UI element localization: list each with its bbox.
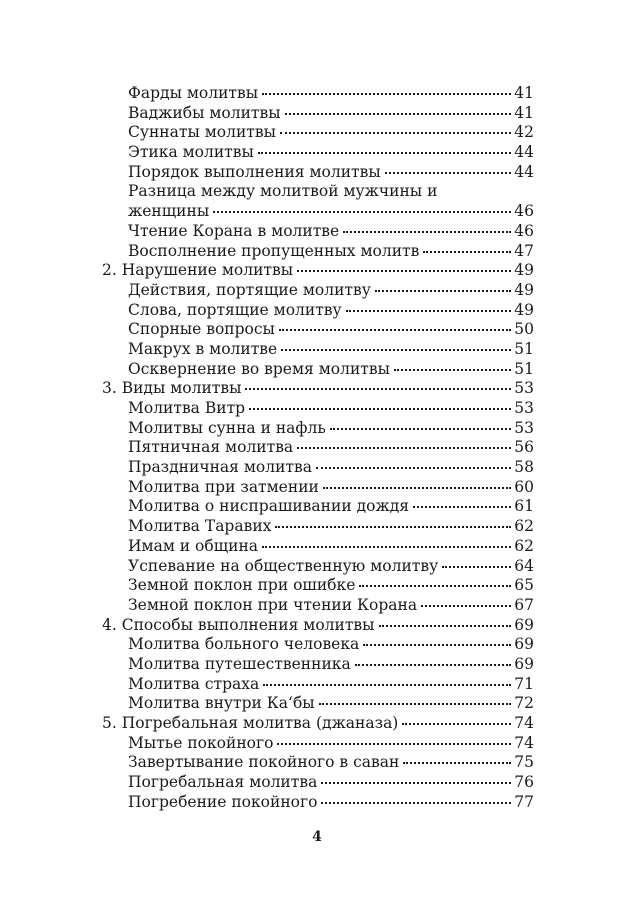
toc-entry-title: Имам и община	[128, 536, 259, 555]
toc-entry-title: Разница между молитвой мужчины и	[128, 182, 438, 201]
toc-entry-page: 74	[514, 733, 534, 752]
page-number: 4	[312, 829, 322, 845]
toc-entry	[102, 222, 534, 242]
toc-entry-title: 2. Нарушение молитвы	[102, 261, 294, 280]
toc-entry-page: 62	[514, 517, 534, 536]
toc-entry-page: 72	[514, 694, 534, 713]
toc-section	[102, 379, 534, 399]
dot-leader	[359, 585, 511, 587]
dot-leader	[343, 231, 511, 233]
toc-entry	[102, 104, 534, 124]
toc-entry-page: 41	[514, 84, 534, 102]
toc-entry-page: 42	[514, 123, 534, 142]
toc-entry	[102, 655, 534, 675]
toc-entry	[102, 478, 534, 498]
toc-entry-page: 51	[514, 359, 534, 378]
toc-entry-page: 49	[514, 300, 534, 319]
toc-entry-title: Молитва путешественника	[128, 654, 351, 673]
toc-entry	[102, 557, 534, 577]
dot-leader	[346, 310, 512, 312]
toc-entry	[102, 734, 534, 754]
toc-entry	[102, 793, 534, 813]
toc-entry-page: 53	[514, 418, 534, 437]
toc-entry-page: 44	[514, 143, 534, 162]
toc-section	[102, 261, 534, 281]
dot-leader	[280, 132, 511, 134]
dot-leader	[281, 349, 511, 351]
toc-entry	[102, 281, 534, 301]
dot-leader	[297, 447, 511, 449]
toc-entry-title: Суннаты молитвы	[128, 123, 276, 142]
toc-entry-page: 41	[514, 103, 534, 122]
toc-entry-page: 67	[514, 595, 534, 614]
dot-leader	[213, 211, 511, 213]
toc-entry-title: 4. Способы выполнения молитвы	[102, 615, 375, 634]
toc-entry-page: 60	[514, 477, 534, 496]
toc-entry	[102, 773, 534, 793]
toc-entry	[102, 517, 534, 537]
toc-entry-page: 51	[514, 339, 534, 358]
toc-entry-title: Спорные вопросы	[128, 320, 275, 339]
toc-entry-page: 49	[514, 261, 534, 280]
toc-entry	[102, 753, 534, 773]
toc-entry	[102, 143, 534, 163]
toc-section	[102, 616, 534, 636]
toc-entry	[102, 123, 534, 143]
toc-entry-title: Чтение Корана в молитве	[128, 221, 340, 240]
toc-entry-title: Порядок выполнения молитвы	[128, 162, 381, 181]
toc-entry	[102, 675, 534, 695]
dot-leader	[275, 526, 511, 528]
toc-entry-page: 46	[514, 221, 534, 240]
toc-entry-page: 53	[514, 379, 534, 398]
dot-leader	[321, 782, 511, 784]
toc-entry	[102, 202, 534, 222]
toc-entry-title: Фарды молитвы	[128, 84, 259, 102]
toc-entry-page: 69	[514, 635, 534, 654]
dot-leader	[423, 251, 511, 253]
dot-leader	[403, 762, 511, 764]
toc-entry-title: 3. Виды молитвы	[102, 379, 242, 398]
toc-entry	[102, 497, 534, 517]
toc-entry-title: Молитва внутри Ка‘бы	[128, 694, 315, 713]
dot-leader	[262, 546, 511, 548]
dot-leader	[316, 467, 511, 469]
toc-entry	[102, 458, 534, 478]
toc-entry-page: 69	[514, 615, 534, 634]
toc-entry-title: Молитва Таравих	[128, 517, 272, 536]
toc-entry-title: Праздничная молитва	[128, 458, 312, 477]
toc-entry-title: Успевание на общественную молитву	[128, 556, 439, 575]
table-of-contents	[102, 84, 534, 812]
dot-leader	[277, 743, 511, 745]
toc-entry-title: Молитва при затмении	[128, 477, 319, 496]
toc-entry-title: Пятничная молитва	[128, 438, 294, 457]
toc-entry-title: Слова, портящие молитву	[128, 300, 342, 319]
dot-leader	[413, 506, 511, 508]
dot-leader	[279, 329, 511, 331]
dot-leader	[262, 93, 511, 95]
toc-entry	[102, 438, 534, 458]
toc-entry	[102, 360, 534, 380]
toc-entry-title: Действия, портящие молитву	[128, 280, 371, 299]
dot-leader	[394, 369, 511, 371]
toc-entry-title: Земной поклон при ошибке	[128, 576, 356, 595]
toc-entry-title: Молитва больного человека	[128, 635, 360, 654]
toc-entry-title: Погребальная молитва	[128, 773, 318, 792]
toc-entry-page: 62	[514, 536, 534, 555]
toc-entry	[102, 399, 534, 419]
toc-entry	[102, 419, 534, 439]
toc-entry	[102, 576, 534, 596]
dot-leader	[330, 428, 511, 430]
toc-entry-page: 76	[514, 773, 534, 792]
toc-entry	[102, 182, 534, 202]
toc-entry	[102, 537, 534, 557]
toc-entry	[102, 242, 534, 262]
toc-entry-page: 65	[514, 576, 534, 595]
toc-entry	[102, 340, 534, 360]
toc-entry-page: 61	[514, 497, 534, 516]
toc-entry-page: 58	[514, 458, 534, 477]
dot-leader	[321, 802, 511, 804]
toc-entry-title: Погребение покойного	[128, 792, 318, 811]
toc-entry-page: 74	[514, 714, 534, 732]
dot-leader	[442, 566, 511, 568]
toc-entry-title: Макрух в молитве	[128, 339, 278, 358]
dot-leader	[285, 113, 512, 115]
toc-entry-title: Завертывание покойного в саван	[128, 753, 400, 772]
toc-entry-title: 5. Погребальная молитва (джаназа)	[102, 714, 399, 732]
dot-leader	[249, 408, 511, 410]
toc-entry-page: 71	[514, 674, 534, 693]
dot-leader	[402, 723, 511, 725]
toc-entry-title: Молитва страха	[128, 674, 260, 693]
toc-entry-page: 53	[514, 399, 534, 417]
dot-leader	[319, 703, 512, 705]
dot-leader	[379, 625, 512, 627]
toc-entry-title: женщины	[128, 202, 210, 221]
toc-entry-page: 69	[514, 654, 534, 673]
toc-entry-page: 50	[514, 320, 534, 339]
toc-entry-title: Восполнение пропущенных молитв	[128, 241, 420, 260]
dot-leader	[421, 605, 511, 607]
toc-entry-title: Этика молитвы	[128, 143, 254, 162]
dot-leader	[355, 664, 512, 666]
toc-entry	[102, 596, 534, 616]
dot-leader	[297, 270, 511, 272]
toc-entry	[102, 694, 534, 714]
dot-leader	[375, 290, 511, 292]
toc-entry-title: Земной поклон при чтении Корана	[128, 595, 418, 614]
toc-entry-page: 49	[514, 280, 534, 299]
toc-entry-title: Мытье покойного	[128, 733, 274, 752]
dot-leader	[245, 388, 511, 390]
toc-entry-title: Молитвы сунна и нафль	[128, 418, 326, 437]
toc-entry	[102, 163, 534, 183]
toc-entry-page: 77	[514, 792, 534, 811]
toc-entry	[102, 84, 534, 104]
dot-leader	[263, 684, 511, 686]
toc-entry-title: Ваджибы молитвы	[128, 103, 281, 122]
toc-entry-title: Молитва о ниспрашивании дождя	[128, 497, 410, 516]
toc-section	[102, 714, 534, 734]
toc-entry-page: 75	[514, 753, 534, 772]
toc-entry	[102, 320, 534, 340]
toc-entry-page: 47	[514, 241, 534, 260]
toc-entry-title: Осквернение во время молитвы	[128, 359, 390, 378]
dot-leader	[323, 487, 511, 489]
toc-entry-page: 44	[514, 162, 534, 181]
toc-entry-title: Молитва Витр	[128, 399, 246, 417]
dot-leader	[363, 644, 511, 646]
toc-entry-page: 56	[514, 438, 534, 457]
toc-entry	[102, 635, 534, 655]
toc-entry-page: 46	[514, 202, 534, 221]
dot-leader	[258, 152, 511, 154]
toc-entry	[102, 301, 534, 321]
dot-leader	[385, 172, 512, 174]
toc-entry-page: 64	[514, 556, 534, 575]
